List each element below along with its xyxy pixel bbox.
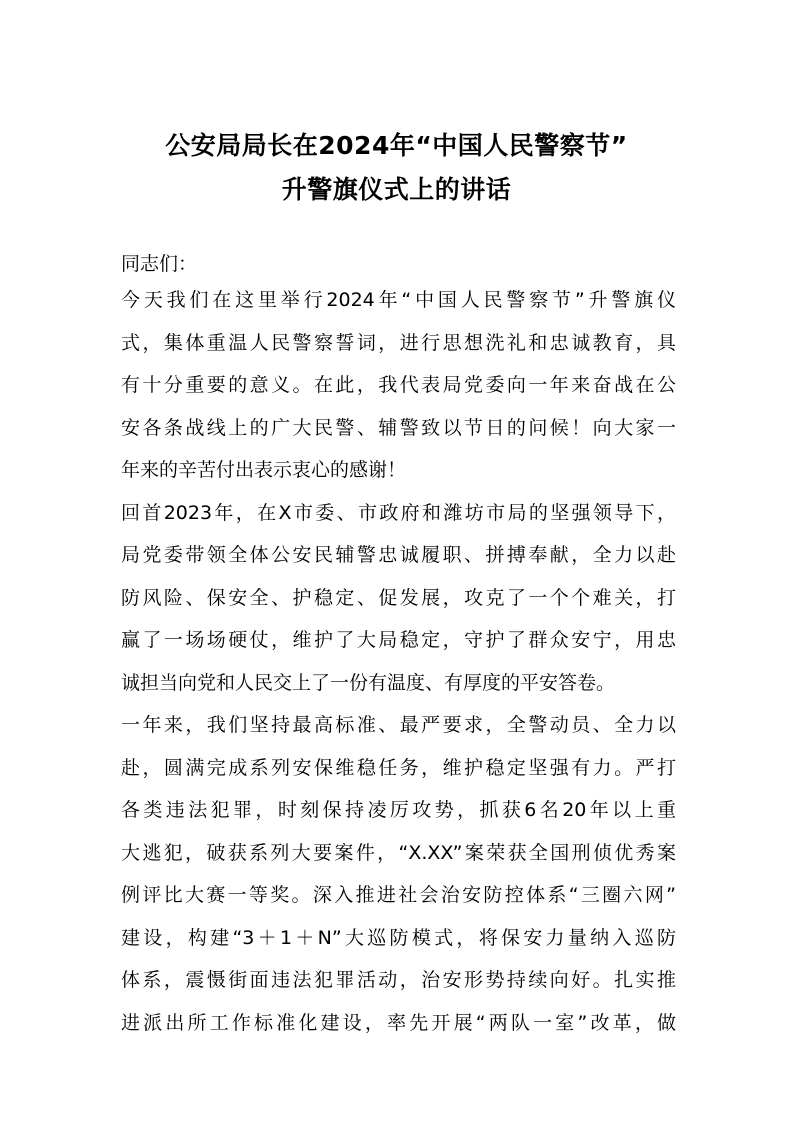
document-title-line-2: 升警旗仪式上的讲话 xyxy=(281,175,512,204)
body-line: 例评比大赛一等奖。深入推进社会治安防控体系“三圈六网” xyxy=(121,884,676,906)
body-line: 有十分重要的意义。在此，我代表局党委向一年来奋战在公 xyxy=(121,374,676,396)
body-line: 赴，圆满完成系列安保维稳任务，维护稳定坚强有力。严打 xyxy=(121,757,676,779)
body-line: 一年来，我们坚持最高标准、最严要求，全警动员、全力以 xyxy=(121,714,676,736)
body-line: 防风险、保安全、护稳定、促发展，攻克了一个个难关，打 xyxy=(121,587,676,609)
body-line: 建设，构建“3＋1＋N”大巡防模式，将保安力量纳入巡防 xyxy=(121,927,676,949)
body-line: 大逃犯，破获系列大要案件，“X.XX”案荣获全国刑侦优秀案 xyxy=(121,842,676,864)
body-line: 体系，震慑街面违法犯罪活动，治安形势持续向好。扎实推 xyxy=(121,969,676,991)
document-title-line-1: 公安局局长在2024年“中国人民警察节” xyxy=(165,131,628,160)
body-line: 今天我们在这里举行2024年“中国人民警察节”升警旗仪 xyxy=(121,289,676,311)
body-line: 局党委带领全体公安民辅警忠诚履职、拼搏奉献，全力以赴 xyxy=(121,544,676,566)
body-line: 进派出所工作标准化建设，率先开展“两队一室”改革，做 xyxy=(121,1012,676,1034)
body-line: 年来的辛苦付出表示衷心的感谢！ xyxy=(121,459,407,481)
body-line: 赢了一场场硬仗，维护了大局稳定，守护了群众安宁，用忠 xyxy=(121,629,676,651)
body-line: 诚担当向党和人民交上了一份有温度、有厚度的平安答卷。 xyxy=(121,672,616,694)
body-line: 式，集体重温人民警察誓词，进行思想洗礼和忠诚教育，具 xyxy=(121,332,676,354)
body-line: 安各条战线上的广大民警、辅警致以节日的问候！向大家一 xyxy=(121,417,676,439)
body-line: 各类违法犯罪，时刻保持凌厉攻势，抓获6名20年以上重 xyxy=(121,799,676,821)
salutation: 同志们： xyxy=(121,253,198,275)
body-line: 回首2023年，在X市委、市政府和潍坊市局的坚强领导下， xyxy=(121,502,676,524)
